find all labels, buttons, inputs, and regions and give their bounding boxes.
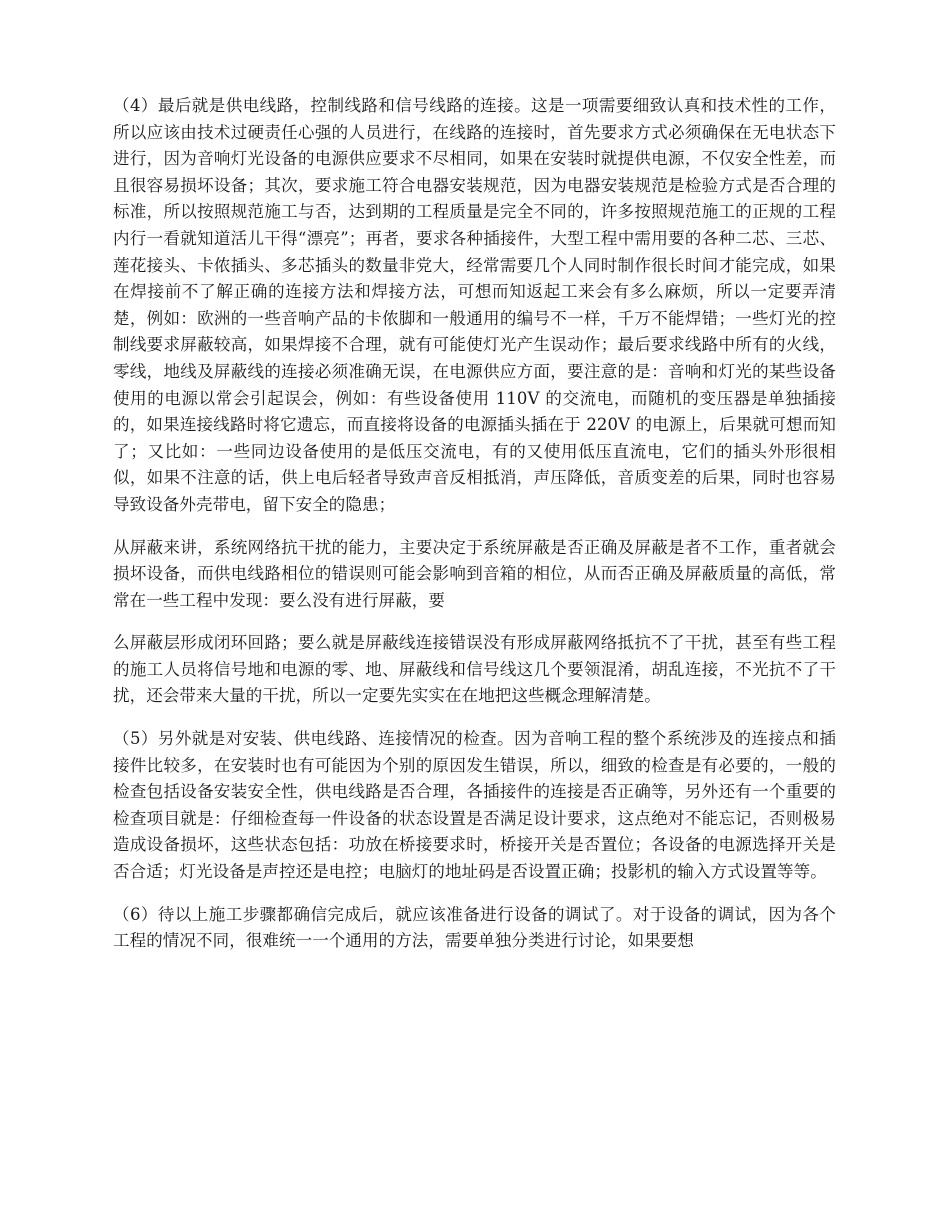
paragraph-power-wiring: （4）最后就是供电线路，控制线路和信号线路的连接。这是一项需要细致认真和技术性的工作，所以应该由技术过硬责任心强的人员进行，在线路的连接时，首先要求方式必须确保在无电状态下进行，因为音响灯光设备的电源供应要求不尽相同，如果在安装时就提供电源，不仅安全性差，而且很容易损坏设备；其次，要求施工符合电器安装规范，因为电器安装规范是检验方式是否合理的标准，所以按照规范施工与否，达到期的工程质量是完全不同的，许多按照规范施工的正规的工程内行一看就知道活儿干得“漂亮”；再者，要求各种插接件，大型工程中需用要的各种二芯、三芯、莲花接头、卡侬插头、多芯插头的数量非党大，经常需要几个人同时制作很长时间才能完成，如果在焊接前不了解正确的连接方法和焊接方法，可想而知返起工来会有多么麻烦，所以一定要弄清楚，例如：欧洲的一些音响产品的卡侬脚和一般通用的编号不一样，千万不能焊错；一些灯光的控制线要求屏蔽较高，如果焊接不合理，就有可能使灯光产生误动作；最后要求线路中所有的火线，零线，地线及屏蔽线的连接必须准确无误，在电源供应方面，要注意的是：音响和灯光的某些设备使用的电源以常会引起误会，例如：有些设备使用 110V 的交流电，而随机的变压器是单独插接的，如果连接线路时将它遗忘，而直接将设备的电源插头插在于 220V 的电源上，后果就可想而知了；又比如：一些同边设备使用的是低压交流电，有的又使用低压直流电，它们的插头外形很相似，如果不注意的话，供上电后轻者导致声音反相抵消，声压降低，音质变差的后果，同时也容易导致设备外壳带电，留下安全的隐患； <box>113 96 836 514</box>
document-body <box>113 93 836 971</box>
paragraph-shielding: 从屏蔽来讲，系统网络抗干扰的能力，主要决定于系统屏蔽是否正确及屏蔽是者不工作，重者就会损坏设备，而供电线路相位的错误则可能会影响到音箱的相位，从而否正确及屏蔽质量的高低，常常在一些工程中发现：要么没有进行屏蔽，要 <box>113 537 836 610</box>
paragraph-debugging: （6）待以上施工步骤都确信完成后，就应该准备进行设备的调试了。对于设备的调试，因为各个工程的情况不同，很难统一一个通用的方法，需要单独分类进行讨论，如果要想 <box>113 904 836 951</box>
paragraph-inspection: （5）另外就是对安装、供电线路、连接情况的检查。因为音响工程的整个系统涉及的连接点和插接件比较多，在安装时也有可能因为个别的原因发生错误，所以，细致的检查是有必要的，一般的检查包括设备安装安全性，供电线路是否合理，各插接件的连接是否正确等，另外还有一个重要的检查项目就是：仔细检查每一件设备的状态设置是否满足设计要求，这点绝对不能忘记，否则极易造成设备损坏，这些状态包括：功放在桥接要求时，桥接开关是否置位；各设备的电源选择开关是否合适；灯光设备是声控还是电控；电脑灯的地址码是否设置正确；投影机的输入方式设置等等。 <box>113 729 836 882</box>
paragraph-shielding-continued: 么屏蔽层形成闭环回路；要么就是屏蔽线连接错误没有形成屏蔽网络抵抗不了干扰，甚至有些工程的施工人员将信号地和电源的零、地、屏蔽线和信号线这几个要领混淆，胡乱连接，不光抗不了干扰，还会带来大量的干扰，所以一定要先实实在在地把这些概念理解清楚。 <box>113 633 836 706</box>
